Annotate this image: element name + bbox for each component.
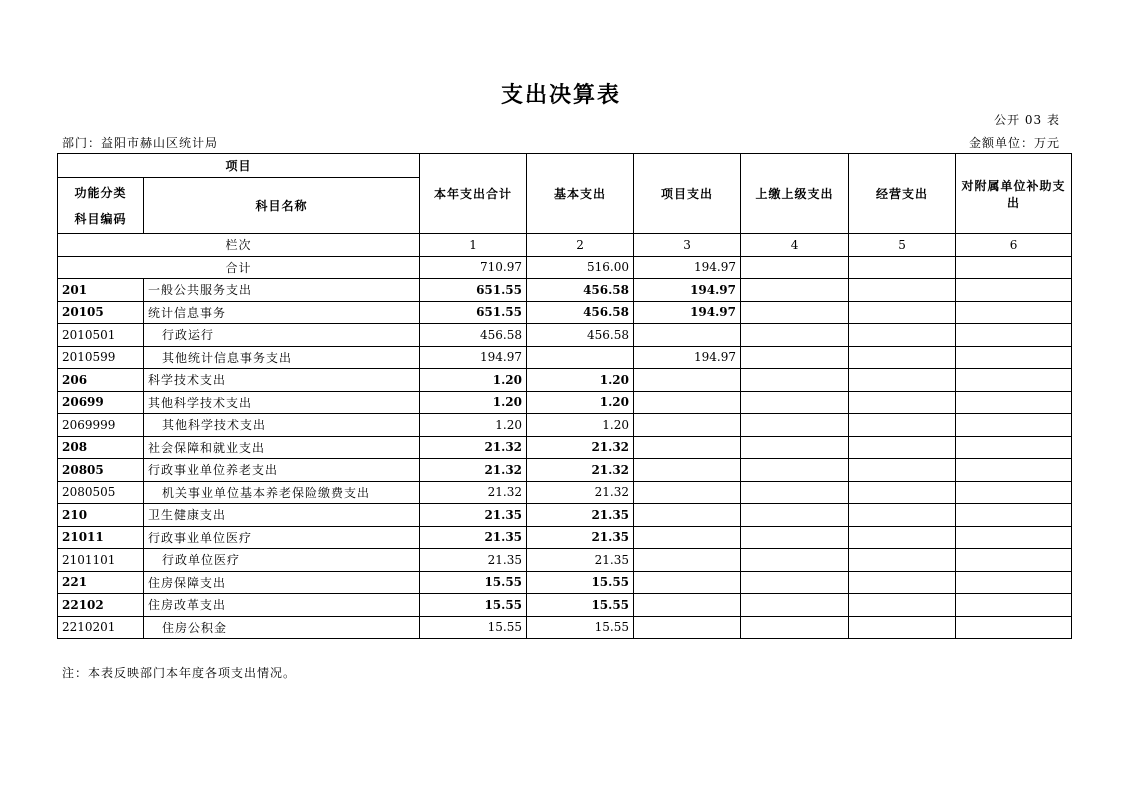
- row-amount: [849, 526, 956, 549]
- row-amount: 456.58: [420, 324, 527, 347]
- row-subject-name: 行政事业单位医疗: [144, 526, 420, 549]
- header-upper: 上缴上级支出: [741, 154, 849, 234]
- index-col: 4: [741, 234, 849, 257]
- row-subject-name: 住房公积金: [144, 616, 420, 639]
- row-amount: [741, 301, 849, 324]
- table-row: [58, 549, 1072, 572]
- sum-cell: [956, 256, 1072, 279]
- row-amount: [956, 324, 1072, 347]
- row-amount: [849, 436, 956, 459]
- row-amount: 456.58: [527, 324, 634, 347]
- table-row: [58, 301, 1072, 324]
- row-amount: [956, 369, 1072, 392]
- row-amount: 15.55: [527, 594, 634, 617]
- row-code: 210: [58, 504, 144, 527]
- header-subsidy: 对附属单位补助支出: [956, 154, 1072, 234]
- table-row: [58, 504, 1072, 527]
- row-code: 20105: [58, 301, 144, 324]
- row-code: 208: [58, 436, 144, 459]
- row-subject-name: 其他统计信息事务支出: [144, 346, 420, 369]
- row-amount: 21.32: [527, 481, 634, 504]
- row-subject-name: 其他科学技术支出: [144, 414, 420, 437]
- header-project: 项目支出: [634, 154, 741, 234]
- row-amount: 21.35: [420, 549, 527, 572]
- row-amount: [741, 436, 849, 459]
- table-row: [58, 616, 1072, 639]
- row-code: 21011: [58, 526, 144, 549]
- row-amount: [956, 436, 1072, 459]
- row-amount: 15.55: [527, 616, 634, 639]
- row-amount: [634, 459, 741, 482]
- header-basic: 基本支出: [527, 154, 634, 234]
- row-amount: 21.32: [420, 436, 527, 459]
- table-row: [58, 346, 1072, 369]
- row-code: 221: [58, 571, 144, 594]
- table-row: [58, 279, 1072, 302]
- index-col: 2: [527, 234, 634, 257]
- row-amount: [741, 369, 849, 392]
- row-subject-name: 机关事业单位基本养老保险缴费支出: [144, 481, 420, 504]
- row-amount: [956, 346, 1072, 369]
- row-amount: [849, 324, 956, 347]
- table-note: 注：本表反映部门本年度各项支出情况。: [62, 666, 297, 680]
- row-amount: 1.20: [527, 369, 634, 392]
- row-subject-name: 卫生健康支出: [144, 504, 420, 527]
- row-amount: 456.58: [527, 301, 634, 324]
- row-amount: [634, 549, 741, 572]
- row-amount: 21.35: [527, 504, 634, 527]
- row-code: 2101101: [58, 549, 144, 572]
- row-amount: [634, 436, 741, 459]
- row-amount: [741, 481, 849, 504]
- row-amount: [956, 279, 1072, 302]
- sum-cell: [741, 256, 849, 279]
- row-amount: 21.32: [527, 436, 634, 459]
- row-amount: [849, 481, 956, 504]
- row-amount: [741, 504, 849, 527]
- row-amount: [849, 504, 956, 527]
- table-row: [58, 369, 1072, 392]
- row-amount: 194.97: [634, 346, 741, 369]
- row-subject-name: 社会保障和就业支出: [144, 436, 420, 459]
- row-amount: 1.20: [420, 369, 527, 392]
- row-code: 201: [58, 279, 144, 302]
- amount-unit-label: 金额单位：万元: [968, 136, 1060, 150]
- row-subject-name: 其他科学技术支出: [144, 391, 420, 414]
- table-row: [58, 324, 1072, 347]
- row-amount: [634, 571, 741, 594]
- row-amount: [634, 616, 741, 639]
- row-amount: [527, 346, 634, 369]
- row-amount: [741, 414, 849, 437]
- row-subject-name: 行政事业单位养老支出: [144, 459, 420, 482]
- row-amount: [956, 301, 1072, 324]
- sum-cell: [849, 256, 956, 279]
- row-amount: [956, 616, 1072, 639]
- row-amount: 194.97: [420, 346, 527, 369]
- row-subject-name: 一般公共服务支出: [144, 279, 420, 302]
- row-amount: 651.55: [420, 279, 527, 302]
- header-subject-name: 科目名称: [144, 178, 420, 234]
- row-code: 2080505: [58, 481, 144, 504]
- row-amount: [956, 526, 1072, 549]
- row-amount: [741, 616, 849, 639]
- row-code: 206: [58, 369, 144, 392]
- table-row: [58, 414, 1072, 437]
- row-amount: [956, 571, 1072, 594]
- row-amount: 21.35: [420, 526, 527, 549]
- row-amount: [956, 459, 1072, 482]
- header-item: 项目: [58, 154, 420, 178]
- table-row: [58, 481, 1072, 504]
- row-amount: [956, 504, 1072, 527]
- row-amount: [741, 279, 849, 302]
- row-amount: 21.32: [420, 459, 527, 482]
- table-row: [58, 459, 1072, 482]
- row-code: 20805: [58, 459, 144, 482]
- row-amount: [849, 616, 956, 639]
- row-amount: 15.55: [527, 571, 634, 594]
- expenditure-table: [57, 153, 1072, 639]
- row-amount: [956, 414, 1072, 437]
- page-title: 支出决算表: [500, 82, 621, 108]
- header-func-code: 功能分类 科目编码: [58, 178, 144, 234]
- row-subject-name: 科学技术支出: [144, 369, 420, 392]
- row-amount: [849, 369, 956, 392]
- row-amount: [634, 414, 741, 437]
- row-amount: 21.35: [420, 504, 527, 527]
- table-row: [58, 436, 1072, 459]
- table-row: [58, 571, 1072, 594]
- row-amount: 21.35: [527, 549, 634, 572]
- index-row-label: 栏次: [58, 234, 420, 257]
- row-amount: 15.55: [420, 594, 527, 617]
- row-amount: 194.97: [634, 279, 741, 302]
- row-amount: [849, 279, 956, 302]
- row-amount: [741, 459, 849, 482]
- row-code: 22102: [58, 594, 144, 617]
- row-amount: 1.20: [420, 414, 527, 437]
- row-subject-name: 行政运行: [144, 324, 420, 347]
- row-amount: [956, 594, 1072, 617]
- index-col: 6: [956, 234, 1072, 257]
- row-amount: [849, 346, 956, 369]
- index-col: 1: [420, 234, 527, 257]
- table-row: [58, 526, 1072, 549]
- index-col: 3: [634, 234, 741, 257]
- row-amount: [741, 324, 849, 347]
- row-code: 2069999: [58, 414, 144, 437]
- row-amount: 1.20: [527, 391, 634, 414]
- row-code: 2010501: [58, 324, 144, 347]
- row-amount: [741, 571, 849, 594]
- sum-cell: 710.97: [420, 256, 527, 279]
- row-amount: [634, 594, 741, 617]
- index-col: 5: [849, 234, 956, 257]
- row-amount: 15.55: [420, 571, 527, 594]
- row-amount: [849, 549, 956, 572]
- sum-row-label: 合计: [58, 256, 420, 279]
- row-code: 2010599: [58, 346, 144, 369]
- row-amount: [956, 549, 1072, 572]
- sum-cell: 194.97: [634, 256, 741, 279]
- row-amount: [634, 526, 741, 549]
- row-amount: 1.20: [420, 391, 527, 414]
- header-business: 经营支出: [849, 154, 956, 234]
- row-amount: [849, 594, 956, 617]
- row-amount: [956, 391, 1072, 414]
- row-amount: [634, 504, 741, 527]
- row-amount: 21.32: [527, 459, 634, 482]
- row-amount: [849, 571, 956, 594]
- row-amount: 194.97: [634, 301, 741, 324]
- row-subject-name: 统计信息事务: [144, 301, 420, 324]
- row-amount: 1.20: [527, 414, 634, 437]
- row-amount: [634, 391, 741, 414]
- row-subject-name: 住房保障支出: [144, 571, 420, 594]
- row-amount: 456.58: [527, 279, 634, 302]
- row-amount: 651.55: [420, 301, 527, 324]
- row-amount: [634, 481, 741, 504]
- row-amount: [741, 549, 849, 572]
- row-amount: [634, 369, 741, 392]
- table-row: [58, 391, 1072, 414]
- row-amount: [741, 526, 849, 549]
- row-code: 20699: [58, 391, 144, 414]
- row-amount: [849, 391, 956, 414]
- row-subject-name: 行政单位医疗: [144, 549, 420, 572]
- department-label: 部门：益阳市赫山区统计局: [62, 136, 219, 150]
- form-number: 公开 03 表: [994, 113, 1060, 127]
- row-amount: [741, 594, 849, 617]
- row-amount: 15.55: [420, 616, 527, 639]
- row-amount: [741, 346, 849, 369]
- row-amount: [849, 414, 956, 437]
- row-subject-name: 住房改革支出: [144, 594, 420, 617]
- row-amount: 21.35: [527, 526, 634, 549]
- header-total: 本年支出合计: [420, 154, 527, 234]
- table-body: [58, 279, 1072, 639]
- row-amount: [849, 459, 956, 482]
- row-amount: 21.32: [420, 481, 527, 504]
- row-amount: [849, 301, 956, 324]
- row-amount: [634, 324, 741, 347]
- row-amount: [956, 481, 1072, 504]
- row-amount: [741, 391, 849, 414]
- sum-cell: 516.00: [527, 256, 634, 279]
- table-row: [58, 594, 1072, 617]
- row-code: 2210201: [58, 616, 144, 639]
